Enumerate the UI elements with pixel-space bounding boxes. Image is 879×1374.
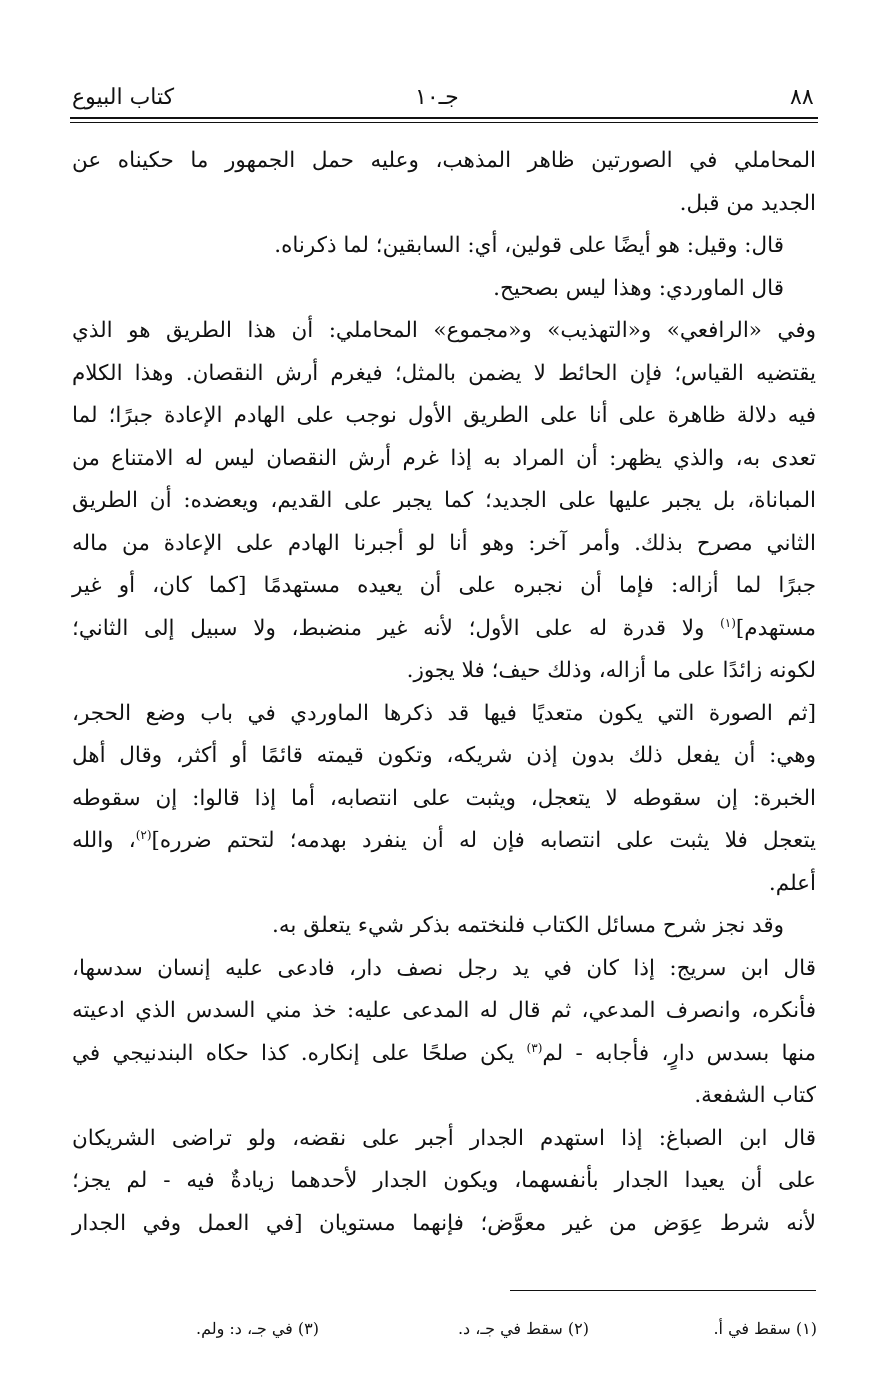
text-run: قال ابن سريج: إذا كان في يد رجل نصف دار، فادعى عليه إنسان سدسها، [72,955,816,981]
text-line [72,948,816,991]
header-rule-thin [70,122,818,123]
text-line [72,395,816,438]
text-line [72,310,816,353]
text-run: وقد نجز شرح مسائل الكتاب فلنختمه بذكر شيء يتعلق به. [272,913,784,938]
text-run: كتاب الشفعة. [694,1083,816,1108]
footnote-1: (١) سقط في أ. [713,1319,817,1338]
text-line [72,608,816,651]
text-line [72,140,816,183]
text-line [72,438,816,481]
text-run: المباناة، بل يجبر عليها على الجديد؛ كما يجبر على القديم، ويعضده: أن الطريق [72,488,816,513]
text-line [72,268,816,311]
text-line [72,820,816,863]
text-run: قال: وقيل: هو أيضًا على قولين، أي: السابقين؛ لما ذكرناه. [274,233,784,258]
text-run: يكن صلحًا على إنكاره. كذا حكاه البندنيجي في [72,1040,527,1066]
header-rule-thick [70,117,818,119]
text-run: الخبرة: إن سقوطه لا يتعجل، ويثبت على انتصابه، أما إذا قالوا: إن سقوطه [72,785,816,811]
footnote-separator [510,1290,816,1291]
text-run: أعلم. [768,870,816,896]
text-line [72,905,816,948]
text-run: قال ابن الصباغ: إذا استهدم الجدار أجبر على نقضه، ولو تراضى الشريكان [72,1125,816,1151]
text-run: وهي: أن يفعل ذلك بدون إذن شريكه، وتكون قيمته قائمًا أو أكثر، وقال أهل [72,743,816,768]
text-run: مستهدم] [735,615,816,641]
text-run: وفي «الرافعي» و«التهذيب» و«مجموع» المحاملي: أن هذا الطريق هو الذي [72,318,816,343]
text-run: المحاملي في الصورتين ظاهر المذهب، وعليه حمل الجمهور ما حكيناه عن [72,148,816,173]
text-run: ، والله [72,828,136,853]
text-line [72,650,816,693]
text-line [72,1118,816,1161]
text-line [72,1203,816,1246]
text-run: يتعجل فلا يثبت على انتصابه فإن له أن ينفرد بهدمه؛ لتحتم ضرره] [151,828,816,853]
text-run: ولا قدرة له على الأول؛ لأنه غير منضبط، ولا سبيل إلى الثاني؛ [72,615,721,641]
text-run: لكونه زائدًا على ما أزاله، وذلك حيف؛ فلا يجوز. [406,658,816,683]
text-line [72,1160,816,1203]
text-line [72,1075,816,1118]
text-run: [ثم الصورة التي يكون متعديًا فيها قد ذكرها الماوردي في باب وضع الحجر، [72,700,816,726]
text-line [72,693,816,736]
text-run: فيه دلالة ظاهرة على أنا على الطريق الأول نوجب على الهادم الإعادة جبرًا؛ لما [72,403,816,428]
text-run: جبرًا لما أزاله: فإما أن نجبره على أن يعيده مستهدمًا [كما كان، أو غير [72,573,816,598]
text-line [72,1033,816,1076]
text-line [72,480,816,523]
text-run: تعدى به، والذي يظهر: أن المراد به إذا غرم أرش النقصان ليس له الامتناع من [72,445,816,471]
text-run: يقتضيه القياس؛ فإن الحائط لا يضمن بالمثل؛ فيغرم أرش النقصان. وهذا الكلام [72,360,816,386]
text-run: قال الماوردي: وهذا ليس بصحيح. [493,275,784,301]
text-line [72,778,816,821]
text-run: على أن يعيدا الجدار بأنفسهما، ويكون الجدار لأحدهما زيادةٌ فيه - لم يجز؛ [72,1168,816,1193]
text-run: منها بسدس دارٍ، فأجابه - لم [542,1040,816,1066]
text-line [72,735,816,778]
text-run: فأنكره، وانصرف المدعي، ثم قال له المدعى عليه: خذ مني السدس الذي ادعيته [72,998,816,1023]
text-line [72,990,816,1033]
footnote-marker: (٣) [526,1040,543,1055]
text-run: لأنه شرط عِوَض من غير معوَّض؛ فإنهما مستويان [في العمل وفي الجدار [72,1210,816,1236]
body-text [72,140,816,1245]
text-line [72,225,816,268]
text-line [72,353,816,396]
footnote-marker: (٢) [135,827,152,842]
volume-label: جـ١٠ [415,85,459,110]
footnote-3: (٣) في جـ، د: ولم. [195,1319,319,1338]
text-line [72,523,816,566]
footnote-2: (٢) سقط في جـ، د. [457,1319,589,1338]
text-line [72,183,816,226]
text-line [72,565,816,608]
book-title: كتاب البيوع [72,85,175,110]
text-run: الجديد من قبل. [679,190,816,216]
page-number: ٨٨ [790,85,814,110]
text-line [72,863,816,906]
footnote-marker: (١) [720,615,736,630]
text-run: الثاني مصرح بذلك. وأمر آخر: وهو أنا لو أجبرنا الهادم على الإعادة من ماله [72,530,816,556]
